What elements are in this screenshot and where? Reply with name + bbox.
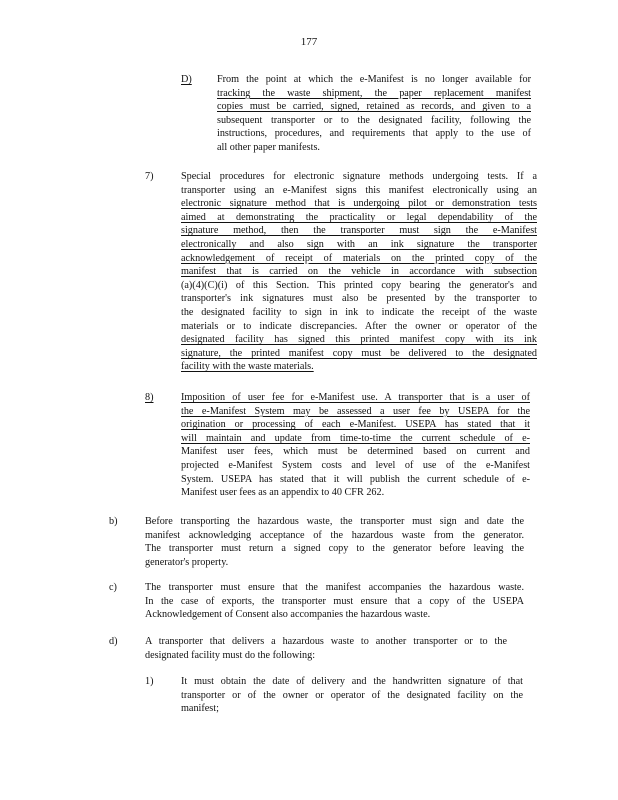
item-c-line: The transporter must ensure that the manifest accompanies the hazardous waste. — [145, 582, 524, 593]
item-7-line: manifest that is carried on the vehicle in accordance with subsection — [181, 266, 537, 278]
item-7-line: electronically and also sign with an ink signature the transporter — [181, 238, 537, 250]
item-8-label: 8) — [145, 392, 154, 403]
item-7-line: aimed at demonstrating the practicality or legal dependability of the — [181, 211, 537, 223]
item-c-line: Acknowledgement of Consent also accompanies the hazardous waste. — [145, 609, 431, 621]
item-7-line: signature method, then the transporter must sign the e-Manifest — [181, 225, 537, 237]
item-7-label: 7) — [145, 171, 154, 182]
item-b-line: The transporter must return a signed copy to the generator before leaving the — [145, 543, 524, 555]
item-d-label: d) — [109, 636, 118, 647]
item-d1-line: It must obtain the date of delivery and the handwritten signature of that — [181, 676, 523, 687]
item-d1-line: manifest; — [181, 703, 219, 715]
item-d-line: A transporter that delivers a hazardous waste to another transporter or to the — [145, 636, 507, 647]
item-7-line: facility with the waste materials. — [181, 361, 314, 373]
item-7-line: electronic signature method that is undergoing pilot or demonstration tests — [181, 198, 537, 210]
item-8-line: Manifest user fees as an appendix to 40 CFR 262. — [181, 487, 385, 499]
item-8-line: Imposition of user fee for e-Manifest use. A transporter that is a user of — [181, 392, 530, 403]
item-7-line: transporter's ink signatures must also be presented by the transporter to — [181, 293, 537, 305]
item-8-line: will maintain and update from time-to-time the current schedule of e- — [181, 432, 530, 444]
item-c-label: c) — [109, 582, 117, 593]
item-7-paragraph — [181, 170, 537, 374]
item-7-line: Special procedures for electronic signature methods undergoing tests. If a — [181, 171, 537, 182]
item-8-paragraph — [181, 391, 530, 500]
item-7-line: signature, the printed manifest copy must be delivered to the designated — [181, 347, 537, 359]
item-7-line: acknowledgement of receipt of materials on the printed copy of the — [181, 252, 537, 264]
item-d1-line: transporter or of the owner or operator of the designated facility on the — [181, 689, 523, 701]
item-b-line: generator's property. — [145, 556, 229, 568]
page-number: 177 — [300, 36, 318, 48]
item-8-line: projected e-Manifest System costs and level of use of the e-Manifest — [181, 459, 530, 471]
item-d-upper-line: instructions, procedures, and requirements that apply to the use of — [217, 128, 531, 140]
item-d-upper-line: From the point at which the e-Manifest is no longer available for — [217, 74, 531, 85]
item-d-upper-label: D) — [181, 74, 192, 85]
item-b-paragraph — [145, 515, 524, 569]
item-8-line: the e-Manifest System may be assessed a user fee by USEPA for the — [181, 405, 530, 417]
item-d1-label: 1) — [145, 676, 154, 687]
item-c-line: In the case of exports, the transporter must ensure that a copy of the USEPA — [145, 595, 524, 607]
item-b-line: Before transporting the hazardous waste, the transporter must sign and date the — [145, 516, 524, 527]
item-d1-paragraph — [181, 675, 523, 716]
item-d-paragraph — [145, 635, 507, 662]
item-7-line: designated facility has signed this printed manifest copy with its ink — [181, 334, 537, 346]
item-8-line: System. USEPA has stated that it will publish the current schedule of e- — [181, 473, 530, 485]
item-d-upper-paragraph — [217, 73, 531, 155]
item-7-line: the designated facility to sign in ink to indicate the receipt of the waste — [181, 306, 537, 318]
item-7-line: transporter using an e-Manifest signs this manifest electronically using an — [181, 184, 537, 196]
item-b-label: b) — [109, 516, 118, 527]
item-7-line: (a)(4)(C)(i) of this Section. This printed copy bearing the generator's and — [181, 279, 537, 291]
item-d-upper-line: copies must be carried, signed, retained as records, and given to a — [217, 101, 531, 113]
item-d-line: designated facility must do the following: — [145, 649, 316, 661]
item-d-upper-line: subsequent transporter or to the designated facility, following the — [217, 114, 531, 126]
item-8-line: Manifest user fees, which must be determined based on current and — [181, 446, 530, 458]
item-d-upper-line: all other paper manifests. — [217, 141, 320, 153]
item-d-upper-line: tracking the waste shipment, the paper replacement manifest — [217, 87, 531, 99]
item-7-line: materials or to indicate discrepancies. After the owner or operator of the — [181, 320, 537, 332]
item-8-line: origination or processing of each e-Manifest. USEPA has stated that it — [181, 419, 530, 431]
item-b-line: manifest acknowledging acceptance of the hazardous waste from the generator. — [145, 529, 524, 541]
item-c-paragraph — [145, 581, 524, 622]
